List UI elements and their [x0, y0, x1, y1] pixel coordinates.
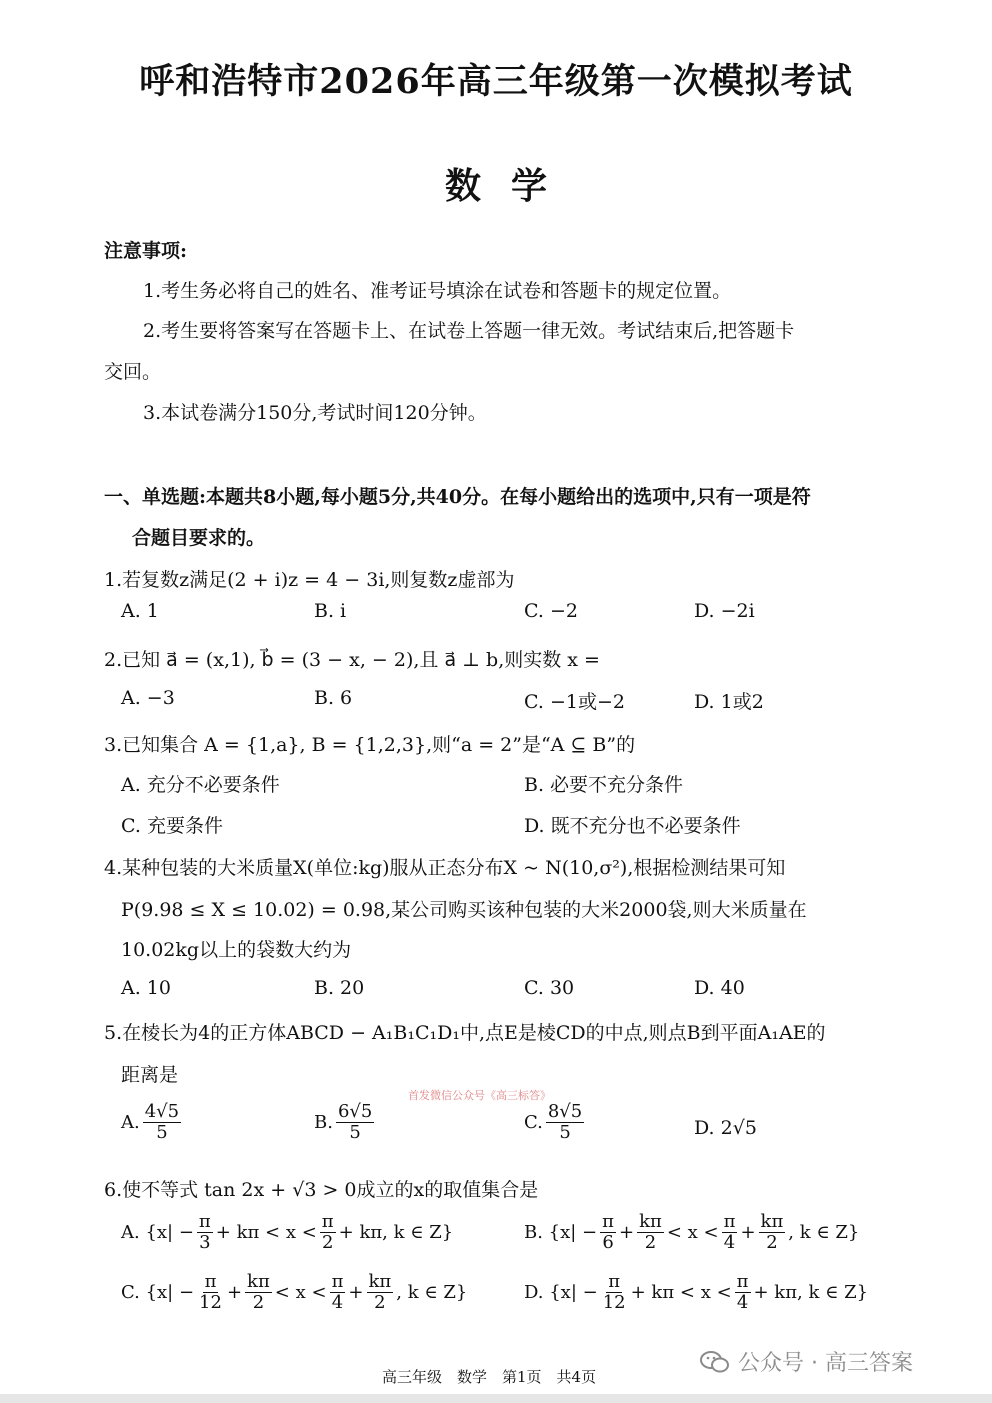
question-1-option-c: C. −2: [524, 600, 578, 622]
fraction: [367, 1272, 394, 1313]
denominator: 5: [349, 1121, 361, 1143]
fraction: [320, 1212, 336, 1253]
text-segment: + kπ, k ∈ Z}: [753, 1281, 869, 1303]
question-6-option-d: [524, 1272, 868, 1313]
question-5-option-a: [121, 1102, 184, 1143]
question-4-option-c: C. 30: [524, 977, 575, 999]
text-segment: A. {x| −: [121, 1221, 194, 1243]
denominator: 4: [736, 1291, 749, 1313]
denominator: 2: [766, 1231, 778, 1253]
numerator: π: [198, 1211, 211, 1232]
text-segment: B. {x| −: [524, 1221, 598, 1243]
text-segment: +: [348, 1281, 364, 1303]
denominator: 5: [156, 1121, 168, 1143]
page-bottom-edge: [0, 1394, 992, 1403]
denominator: 12: [602, 1291, 626, 1313]
question-4-option-d: D. 40: [694, 977, 745, 999]
fraction: [197, 1272, 224, 1313]
text-segment: +: [619, 1221, 635, 1243]
notice-heading: 注意事项:: [104, 240, 188, 262]
text-segment: , k ∈ Z}: [396, 1281, 468, 1303]
question-4-line2: P(9.98 ≤ X ≤ 10.02) = 0.98,某公司购买该种包装的大米2000袋,则大米质量在: [121, 899, 807, 921]
question-4-option-a: A. 10: [121, 977, 171, 999]
wechat-icon: [700, 1350, 730, 1374]
text-segment: D. {x| −: [524, 1281, 598, 1303]
fraction: [245, 1272, 272, 1313]
question-1-option-a: A. 1: [121, 600, 159, 622]
text-segment: , k ∈ Z}: [788, 1221, 860, 1243]
notice-item-2-cont: 交回。: [104, 361, 162, 383]
question-4-line1: 4.某种包装的大米质量X(单位:kg)服从正态分布X ~ N(10,σ²),根据检测结果可知: [104, 857, 786, 879]
wechat-badge: [700, 1346, 913, 1377]
option-label: C.: [524, 1111, 543, 1133]
option-label: B.: [314, 1111, 333, 1133]
notice-item-2: 2.考生要将答案写在答题卡上、在试卷上答题一律无效。考试结束后,把答题卡: [143, 320, 795, 342]
option-label: A.: [121, 1111, 140, 1133]
numerator: π: [204, 1271, 217, 1292]
notice-item-3: 3.本试卷满分150分,考试时间120分钟。: [143, 402, 487, 424]
numerator: kπ: [760, 1211, 784, 1232]
question-2-option-a: A. −3: [121, 687, 175, 709]
denominator: 2: [374, 1291, 386, 1313]
question-5-line1: 5.在棱长为4的正方体ABCD − A₁B₁C₁D₁中,点E是棱CD的中点,则点B到平面A₁AE的: [104, 1022, 826, 1044]
denominator: 6: [602, 1231, 614, 1253]
denominator: 2: [644, 1231, 657, 1253]
page-footer: 高三年级 数学 第1页 共4页: [382, 1368, 597, 1386]
question-5-line2: 距离是: [121, 1064, 179, 1086]
denominator: 3: [199, 1231, 211, 1253]
fraction: [546, 1102, 584, 1143]
question-1-stem: 1.若复数z满足(2 + i)z = 4 − 3i,则复数z虚部为: [104, 569, 515, 591]
numerator: π: [608, 1271, 621, 1292]
question-1-option-d: D. −2i: [694, 600, 755, 622]
fraction: [637, 1212, 664, 1253]
question-6-option-a: [121, 1212, 453, 1253]
fraction: [336, 1102, 374, 1143]
question-2-option-b: B. 6: [314, 687, 353, 709]
fraction: [197, 1212, 213, 1253]
denominator: 2: [252, 1291, 265, 1313]
question-6-option-b: [524, 1212, 859, 1253]
question-4-option-b: B. 20: [314, 977, 365, 999]
text-segment: +: [740, 1221, 756, 1243]
numerator: kπ: [639, 1211, 662, 1232]
question-5-option-c: [524, 1102, 587, 1143]
question-2-option-c: C. −1或−2: [524, 691, 625, 713]
text-segment: < x <: [666, 1221, 719, 1243]
denominator: 5: [559, 1121, 571, 1143]
subject-title: 数学: [444, 165, 577, 207]
question-4-line3: 10.02kg以上的袋数大约为: [121, 939, 352, 961]
question-3-option-d: D. 既不充分也不必要条件: [524, 815, 741, 837]
fraction: [759, 1212, 786, 1253]
question-3-option-b: B. 必要不充分条件: [524, 774, 684, 796]
question-3-stem: 3.已知集合 A = {1,a}, B = {1,2,3},则“a = 2”是“A ⊆ B”的: [104, 734, 636, 756]
text-segment: +: [226, 1281, 243, 1303]
section-heading-line1: 一、单选题:本题共8小题,每小题5分,共40分。在每小题给出的选项中,只有一项是符: [104, 486, 811, 508]
exam-title: 呼和浩特市2026年高三年级第一次模拟考试: [139, 61, 853, 102]
watermark-text: 首发微信公众号《高三标答》: [408, 1089, 551, 1102]
numerator: 4√5: [144, 1101, 180, 1122]
text-segment: + kπ < x <: [630, 1281, 732, 1303]
question-3-option-a: A. 充分不必要条件: [121, 774, 280, 796]
denominator: 2: [321, 1231, 334, 1253]
question-6-stem: 6.使不等式 tan 2x + √3 > 0成立的x的取值集合是: [104, 1179, 539, 1201]
numerator: 6√5: [337, 1101, 373, 1122]
fraction: [735, 1272, 751, 1313]
notice-item-1: 1.考生务必将自己的姓名、准考证号填涂在试卷和答题卡的规定位置。: [143, 280, 732, 302]
denominator: 12: [199, 1291, 222, 1313]
fraction: [143, 1102, 181, 1143]
numerator: kπ: [368, 1271, 392, 1292]
fraction: [600, 1212, 616, 1253]
text-segment: C. {x| −: [121, 1281, 195, 1303]
numerator: π: [331, 1271, 344, 1292]
text-segment: < x <: [274, 1281, 327, 1303]
numerator: π: [602, 1211, 614, 1232]
denominator: 4: [331, 1291, 344, 1313]
question-3-option-c: C. 充要条件: [121, 815, 223, 837]
question-5-option-b: [314, 1102, 377, 1143]
fraction: [601, 1272, 628, 1313]
numerator: 8√5: [547, 1101, 583, 1122]
question-2-option-d: D. 1或2: [694, 691, 764, 713]
wechat-label: 公众号 · 高三答案: [738, 1351, 913, 1376]
text-segment: + kπ, k ∈ Z}: [338, 1221, 454, 1243]
text-segment: + kπ < x <: [215, 1221, 317, 1243]
section-heading-line2: 合题目要求的。: [132, 527, 266, 549]
question-1-option-b: B. i: [314, 600, 347, 622]
question-5-option-d: D. 2√5: [694, 1117, 757, 1139]
numerator: π: [723, 1211, 736, 1232]
fraction: [330, 1272, 346, 1313]
numerator: kπ: [247, 1271, 270, 1292]
numerator: π: [321, 1211, 334, 1232]
question-2-stem: 2.已知 a⃗ = (x,1), b⃗ = (3 − x, − 2),且 a⃗ ⊥ b,则实数 x =: [104, 649, 600, 671]
denominator: 4: [723, 1231, 736, 1253]
fraction: [722, 1212, 738, 1253]
question-6-option-c: [121, 1272, 467, 1313]
numerator: π: [736, 1271, 749, 1292]
